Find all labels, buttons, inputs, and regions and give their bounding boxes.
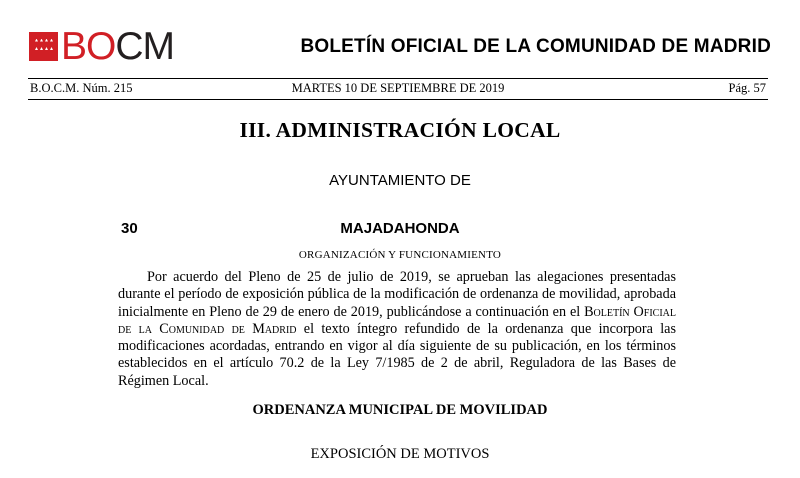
page-number: Pág. 57 [728,81,766,95]
gazette-title: BOLETÍN OFICIAL DE LA COMUNIDAD DE MADRID [300,36,771,57]
bocm-logo [29,24,175,68]
body-paragraph: Por acuerdo del Pleno de 25 de julio de 2019, se aprueban las alegaciones presentadas durante el período de exposición pública de la modificación de ordenanza de movilidad, aprobada inicialmente en Pleno de 29 de enero de 2019, publicándose a continuación en el Boletín Oficial de la Comunidad de Madrid el texto íntegro refundido de la ordenanza que incorpora las modificaciones acordadas, entrando en vigor al día siguiente de su publicación, en los términos establecidos en el artículo 70.2 de la Ley 7/1985 de 2 de abril, Reguladora de las Bases de Régimen Local. [118,269,676,389]
section-subtitle: AYUNTAMIENTO DE [329,172,471,189]
logo-wordmark: BOCM [61,24,175,68]
issue-date: MARTES 10 DE SEPTIEMBRE DE 2019 [291,81,505,95]
community-of-madrid-flag-icon [29,32,58,61]
entry-number: 30 [121,220,138,237]
ordinance-title: ORDENANZA MUNICIPAL DE MOVILIDAD [252,402,548,418]
issue-meta-bar [28,78,768,100]
entry-category: ORGANIZACIÓN Y FUNCIONAMIENTO [298,249,502,261]
page-header [0,0,800,80]
section-title: III. ADMINISTRACIÓN LOCAL [239,118,561,142]
municipality-name: MAJADAHONDA [340,220,460,237]
issue-number: B.O.C.M. Núm. 215 [30,81,133,95]
gazette-name-smallcaps: Boletín Oficial de la Comunidad de Madrid [118,303,676,337]
ordinance-heading: EXPOSICIÓN DE MOTIVOS [310,446,490,462]
